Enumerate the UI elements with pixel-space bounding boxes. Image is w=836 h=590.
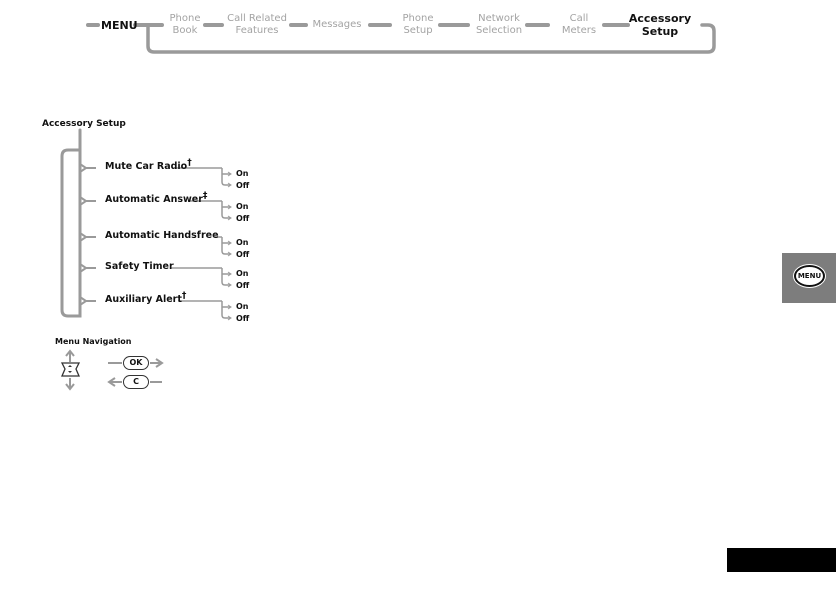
ok-key: OK [123, 356, 149, 370]
scroll-key-icon [62, 363, 79, 376]
option-on: On [236, 302, 249, 311]
menu-flow-item-line1: Call Related [227, 13, 287, 24]
menu-flow-item-line1: Messages [312, 19, 362, 30]
menu-navigation-title: Menu Navigation [55, 337, 132, 346]
tree-item-label: Auxiliary Alert [105, 294, 182, 305]
menu-flow-item-line2: Setup [641, 25, 679, 38]
section-title: Accessory Setup [42, 119, 126, 129]
menu-flow-item-line2: Meters [561, 25, 597, 36]
option-on: On [236, 269, 249, 278]
menu-flow-item-line2: Book [172, 25, 198, 36]
menu-flow-item-line2: Setup [403, 25, 433, 36]
menu-flow-item-line1: Accessory [628, 12, 692, 25]
footnote-mark: ‡ [202, 190, 208, 201]
menu-button-icon: MENU [794, 265, 825, 287]
c-key: C [123, 375, 149, 389]
tree-item-label: Automatic Answer [105, 194, 203, 205]
tree-item-label: Automatic Handsfree [105, 230, 219, 241]
side-tab [782, 253, 836, 303]
option-off: Off [236, 214, 250, 223]
option-off: Off [236, 250, 250, 259]
option-on: On [236, 169, 249, 178]
footer-bar [727, 548, 836, 572]
menu-flow-item-line1: Phone [169, 13, 201, 24]
option-off: Off [236, 314, 250, 323]
menu-flow-item-line1: Phone [402, 13, 434, 24]
option-off: Off [236, 281, 250, 290]
menu-flow-item-line1: Call [569, 13, 589, 24]
menu-root-label: MENU [101, 19, 138, 32]
footnote-mark: † [181, 290, 187, 301]
option-on: On [236, 202, 249, 211]
menu-flow-item-line1: Network [478, 13, 520, 24]
menu-flow-item-line2: Features [235, 25, 279, 36]
tree-item-label: Safety Timer [105, 261, 174, 272]
option-on: On [236, 238, 249, 247]
tree-item-label: Mute Car Radio [105, 161, 188, 172]
option-off: Off [236, 181, 250, 190]
menu-flow-item-line2: Selection [475, 25, 523, 36]
footnote-mark: † [187, 157, 192, 168]
